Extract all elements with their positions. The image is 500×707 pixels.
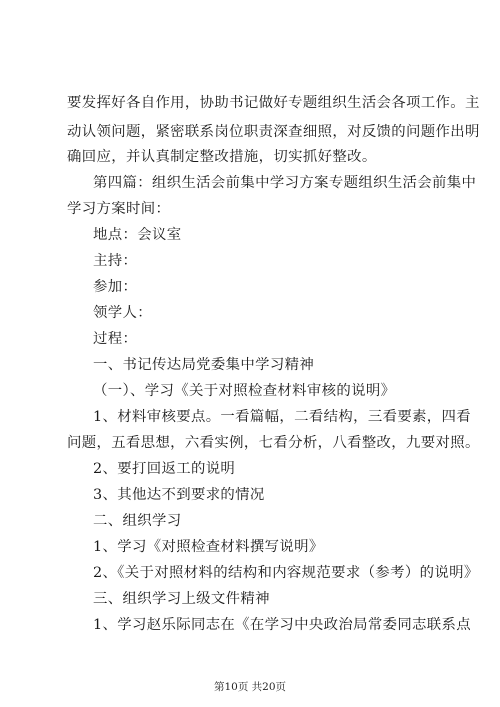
host-line: 主持： [93, 253, 138, 269]
list-item-subheading: （一）、学习《关于对照检查材料审核的说明》 [93, 383, 396, 399]
attendees-line: 参加： [93, 279, 138, 295]
list-item: 1、学习《对照检查材料撰写说明》 [93, 539, 324, 555]
list-item: 3、其他达不到要求的情况 [93, 487, 265, 503]
section-heading-line: 第四篇：组织生活会前集中学习方案专题组织生活会前集中 [93, 175, 477, 191]
text-line: 问题，五看思想，六看实例，七看分析，八看整改，九要对照。 [67, 435, 480, 451]
list-item: 1、材料审核要点。一看篇幅，二看结构，三看要素，四看 [93, 409, 472, 425]
process-line: 过程： [93, 331, 138, 347]
list-item: 1、学习赵乐际同志在《在学习中央政治局常委同志联系点 [93, 617, 472, 633]
list-item: 2、《关于对照材料的结构和内容规范要求（参考）的说明》 [93, 565, 479, 581]
list-item-heading: 一、书记传达局党委集中学习精神 [93, 357, 315, 373]
list-item: 2、要打回返工的说明 [93, 461, 236, 477]
study-leader-line: 领学人： [93, 305, 152, 321]
text-line: 确回应，并认真制定整改措施，切实抓好整改。 [67, 149, 377, 165]
list-item-heading: 三、组织学习上级文件精神 [93, 591, 270, 607]
text-line: 学习方案时间： [67, 201, 171, 217]
text-line: 要发挥好各自作用，协助书记做好专题组织生活会各项工作。主 [67, 95, 480, 111]
location-line: 地点：会议室 [93, 227, 182, 243]
page-number-footer: 第10页 共20页 [213, 681, 287, 693]
text-line: 动认领问题，紧密联系岗位职责深查细照，对反馈的问题作出明 [67, 124, 480, 140]
list-item-heading: 二、组织学习 [93, 513, 182, 529]
